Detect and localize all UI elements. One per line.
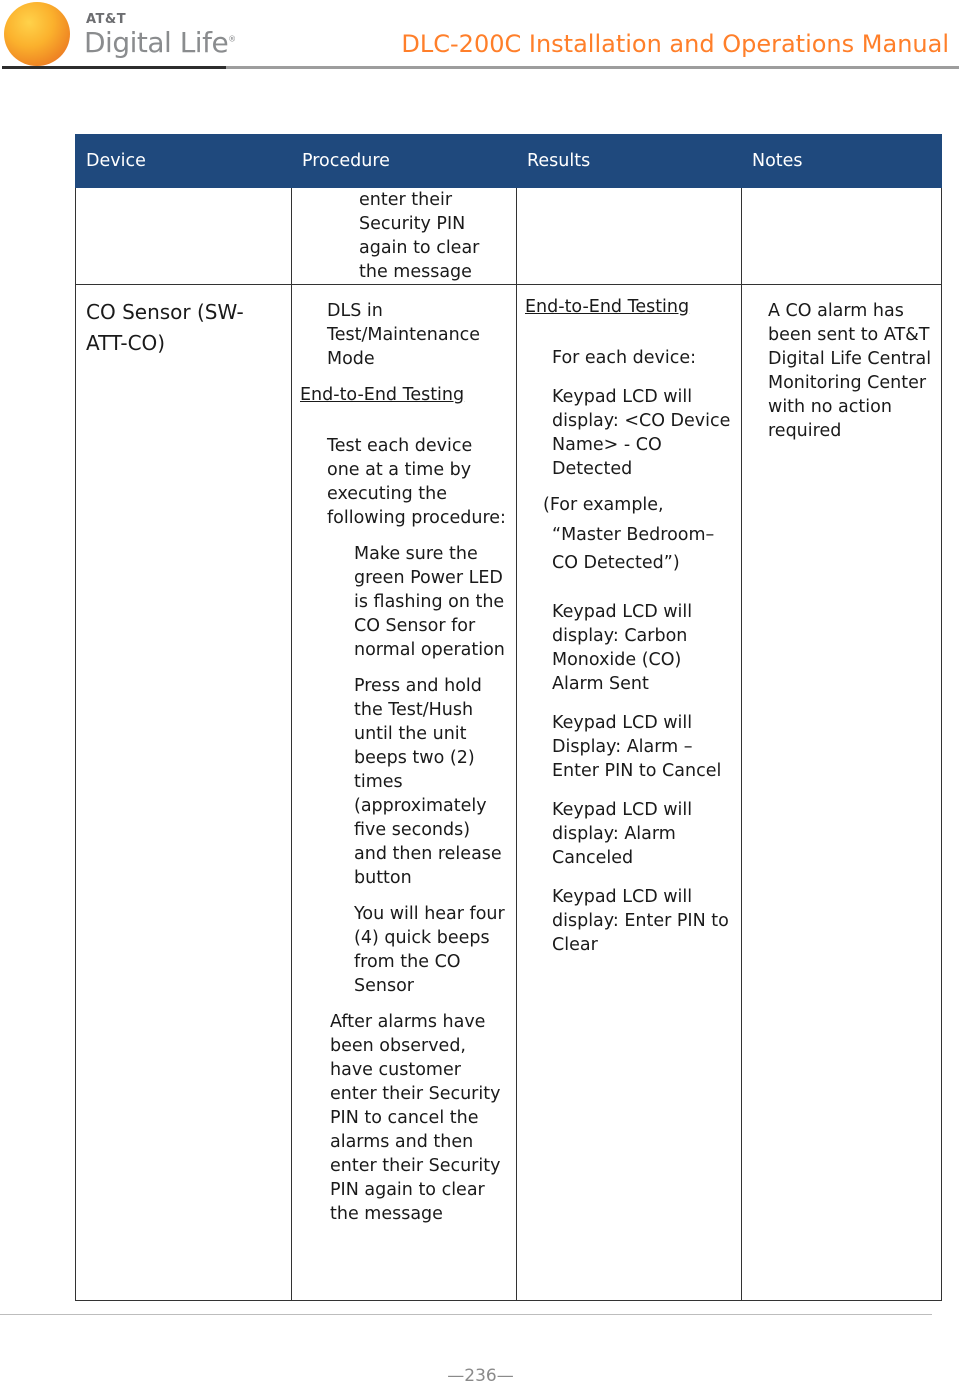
procedure-heading: End-to-End Testing: [300, 385, 465, 405]
results-example-text: “Master Bedroom– CO Detected”): [552, 525, 715, 573]
column-header-device: Device: [76, 135, 292, 188]
procedure-step: You will hear four (4) quick beeps from the CO Sensor: [354, 904, 505, 996]
procedure-mode: DLS in Test/Maintenance Mode: [327, 301, 481, 369]
results-cell: [517, 285, 742, 1301]
logo-product: Digital Life®: [84, 26, 236, 59]
procedure-intro: Test each device one at a time by executing the following procedure:: [327, 436, 506, 528]
column-header-procedure: Procedure: [292, 135, 517, 188]
notes-cell-empty: [742, 188, 942, 285]
procedure-step: Make sure the green Power LED is flashing on the CO Sensor for normal operation: [354, 544, 505, 660]
results-item: Keypad LCD will display: Alarm Canceled: [552, 800, 693, 868]
device-cell-empty: [76, 188, 292, 285]
results-cell-empty: [517, 188, 742, 285]
column-header-results: Results: [517, 135, 742, 188]
att-globe-logo-icon: [4, 2, 70, 66]
results-intro: For each device:: [552, 348, 697, 368]
page-number: —236—: [447, 1366, 514, 1386]
results-heading: End-to-End Testing: [525, 297, 690, 317]
document-title: DLC-200C Installation and Operations Manual: [401, 30, 949, 58]
trademark-mark: ®: [228, 34, 236, 44]
device-name: CO Sensor (SW-ATT-CO): [86, 300, 244, 355]
table-header-row: [76, 135, 942, 188]
notes-text: A CO alarm has been sent to AT&T Digital Life Central Monitoring Center with no action required: [768, 301, 932, 441]
procedure-table: [75, 134, 942, 1301]
results-item: Keypad LCD will display: <CO Device Name> - CO Detected: [552, 387, 731, 479]
table-row-continued: [76, 188, 942, 285]
footer-divider: [0, 1314, 932, 1315]
procedure-after-text: After alarms have been observed, have customer enter their Security PIN to cancel the alarms and then enter their Security PIN again to clear the message: [330, 1012, 501, 1224]
results-item: Keypad LCD will display: Enter PIN to Clear: [552, 887, 729, 955]
notes-cell: [742, 285, 942, 1301]
results-example-lead: (For example,: [543, 495, 664, 515]
procedure-cell: [292, 188, 517, 285]
table-row-co-sensor: [76, 285, 942, 1301]
results-item: Keypad LCD will Display: Alarm – Enter PIN to Cancel: [552, 713, 722, 781]
logo-brand: AT&T: [86, 12, 127, 27]
header-divider-accent: [2, 66, 226, 69]
procedure-cell: [292, 285, 517, 1301]
page-header: [0, 0, 961, 72]
results-item: Keypad LCD will display: Carbon Monoxide (CO) Alarm Sent: [552, 602, 693, 694]
device-cell: [76, 285, 292, 1301]
procedure-continued-text: enter their Security PIN again to clear the message: [359, 190, 480, 282]
column-header-notes: Notes: [742, 135, 942, 188]
procedure-step: Press and hold the Test/Hush until the unit beeps two (2) times (approximately five seconds) and then release button: [354, 676, 502, 888]
